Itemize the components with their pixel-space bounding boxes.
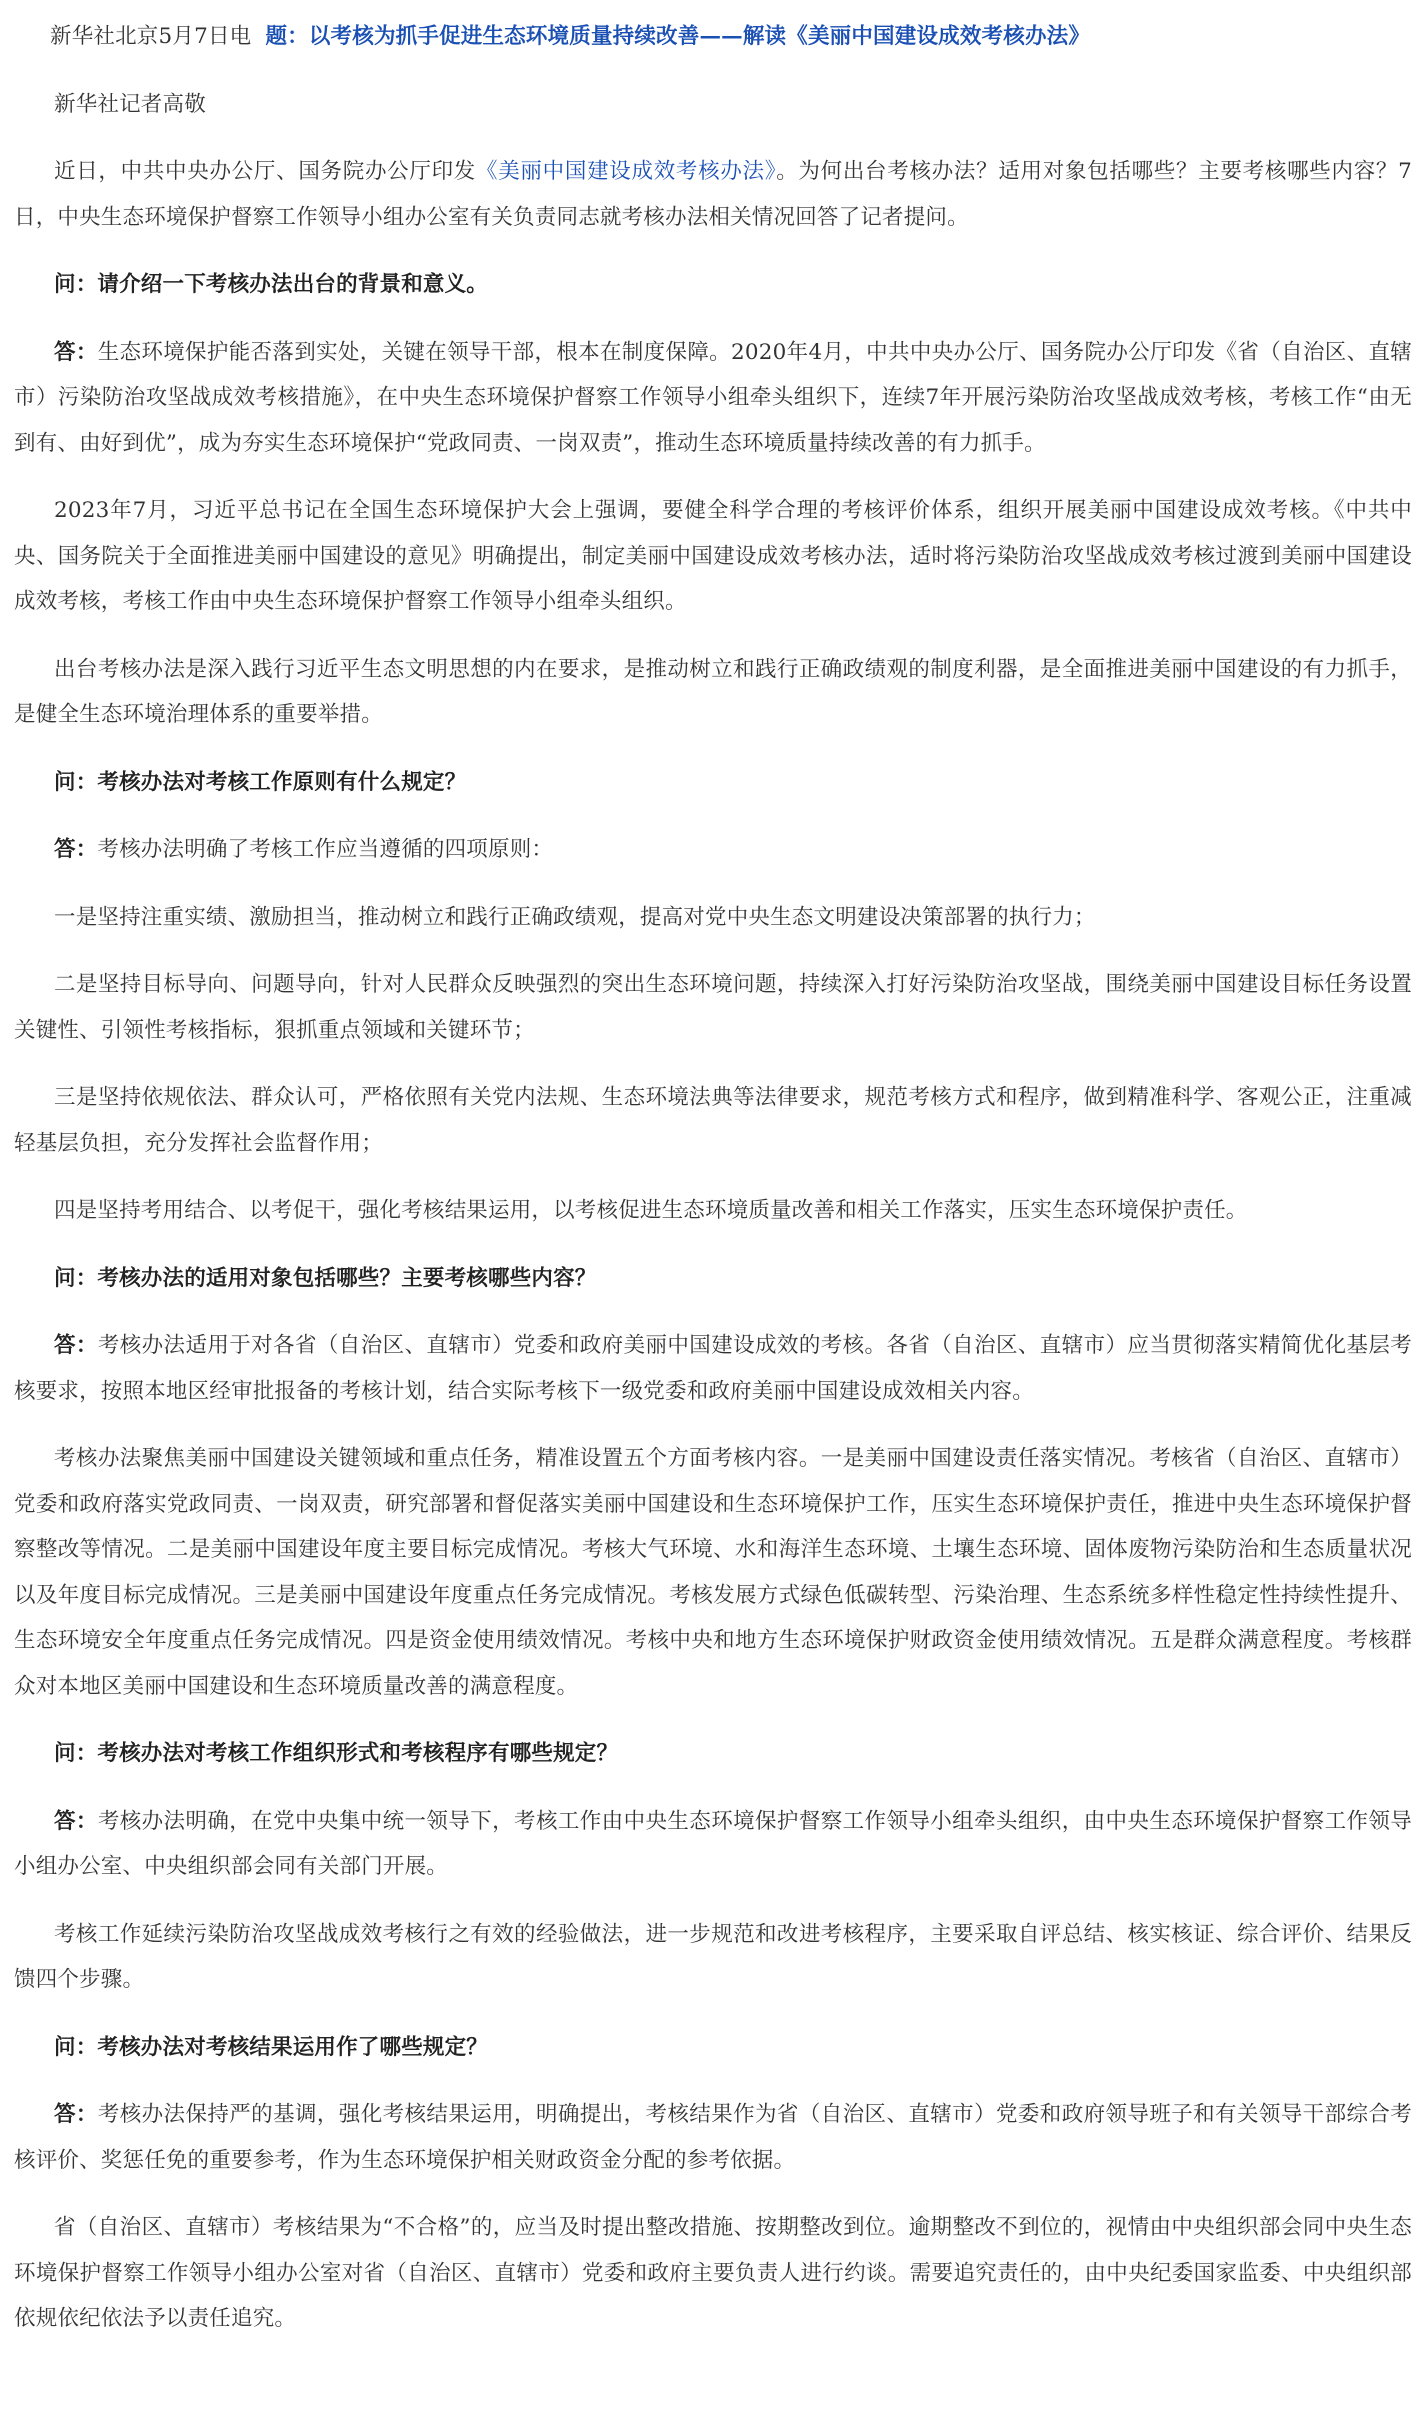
- answer-2-paragraph-1: [14, 827, 1412, 873]
- article-title: 以考核为抓手促进生态环境质量持续改善——解读: [308, 24, 787, 49]
- answer-text: 考核办法适用于对各省（自治区、直辖市）党委和政府美丽中国建设成效的考核。各省（自治区、直辖市）应当贯彻落实精简优化基层考核要求，按照本地区经审批报备的考核计划，结合实际考核下一级党委和政府美丽中国建设成效相关内容。: [14, 1333, 1413, 1404]
- byline: 新华社记者高敬: [54, 91, 206, 117]
- answer-label: 答：: [54, 1808, 98, 1834]
- question-1: 问：请介绍一下考核办法出台的背景和意义。: [54, 272, 489, 297]
- principle-1: 一是坚持注重实绩、激励担当，推动树立和践行正确政绩观，提高对党中央生态文明建设决策部署的执行力；: [54, 904, 1096, 930]
- answer-text: 生态环境保护能否落到实处，关键在领导干部，根本在制度保障。2020年4月，中共中央办公厅、国务院办公厅印发《省（自治区、直辖市）污染防治攻坚战成效考核措施》，在中央生态环境保护督察工作领导小组牵头组织下，连续7年开展污染防治攻坚战成效考核，考核工作“由无到有、由好到优”，成为夯实生态环境保护“党政同责、一岗双责”，推动生态环境质量持续改善的有力抓手。: [14, 339, 1412, 456]
- answer-5-paragraph-2: 省（自治区、直辖市）考核结果为“不合格”的，应当及时提出整改措施、按期整改到位。逾期整改不到位的，视情由中央组织部会同中央生态环境保护督察工作领导小组办公室对省（自治区、直辖市）党委和政府主要负责人进行约谈。需要追究责任的，由中央纪委国家监委、中央组织部依规依纪依法予以责任追究。: [14, 2215, 1412, 2331]
- answer-1-paragraph-3: 出台考核办法是深入践行习近平生态文明思想的内在要求，是推动树立和践行正确政绩观的制度利器，是全面推进美丽中国建设的有力抓手，是健全生态环境治理体系的重要举措。: [14, 656, 1412, 727]
- article-title-doc-link[interactable]: 《美丽中国建设成效考核办法》: [786, 24, 1091, 49]
- intro-paragraph: [14, 149, 1412, 240]
- principle-2: 二是坚持目标导向、问题导向，针对人民群众反映强烈的突出生态环境问题，持续深入打好污染防治攻坚战，围绕美丽中国建设目标任务设置关键性、引领性考核指标，狠抓重点领域和关键环节；: [14, 972, 1412, 1043]
- intro-text-1: 近日，中共中央办公厅、国务院办公厅印发: [54, 159, 477, 184]
- question-2: 问：考核办法对考核工作原则有什么规定？: [54, 769, 467, 795]
- intro-doc-link[interactable]: 《美丽中国建设成效考核办法》: [476, 159, 777, 184]
- answer-3-paragraph-1: [14, 1323, 1412, 1414]
- answer-label: 答：: [54, 837, 98, 862]
- dateline-paragraph: [14, 14, 1412, 60]
- answer-label: 答：: [54, 1333, 98, 1358]
- answer-label: 答：: [54, 2102, 98, 2127]
- answer-4-paragraph-1: [14, 1799, 1412, 1890]
- question-4: 问：考核办法对考核工作组织形式和考核程序有哪些规定？: [54, 1741, 619, 1766]
- answer-label: 答：: [54, 339, 98, 365]
- answer-4-paragraph-2: 考核工作延续污染防治攻坚战成效考核行之有效的经验做法，进一步规范和改进考核程序，主要采取自评总结、核实核证、综合评价、结果反馈四个步骤。: [14, 1921, 1412, 1992]
- answer-text: 考核办法明确，在党中央集中统一领导下，考核工作由中央生态环境保护督察工作领导小组牵头组织，由中央生态环境保护督察工作领导小组办公室、中央组织部会同有关部门开展。: [14, 1808, 1413, 1879]
- principle-4: 四是坚持考用结合、以考促干，强化考核结果运用，以考核促进生态环境质量改善和相关工作落实，压实生态环境保护责任。: [54, 1198, 1248, 1223]
- intro-text-2: 。为何出台考核办法？适用对象包括哪些？主要考核哪些内容？7日，中央生态环境保护督察工作领导小组办公室有关负责同志就考核办法相关情况回答了记者提问。: [14, 159, 1412, 230]
- answer-5-paragraph-1: [14, 2092, 1412, 2183]
- answer-text: 考核办法保持严的基调，强化考核结果运用，明确提出，考核结果作为省（自治区、直辖市）党委和政府领导班子和有关领导干部综合考核评价、奖惩任免的重要参考，作为生态环境保护相关财政资金分配的参考依据。: [14, 2102, 1413, 2173]
- dateline-source: 新华社北京5月7日电: [50, 24, 252, 49]
- principle-3: 三是坚持依规依法、群众认可，严格依照有关党内法规、生态环境法典等法律要求，规范考核方式和程序，做到精准科学、客观公正，注重减轻基层负担，充分发挥社会监督作用；: [14, 1085, 1412, 1156]
- answer-1-paragraph-2: 2023年7月，习近平总书记在全国生态环境保护大会上强调，要健全科学合理的考核评价体系，组织开展美丽中国建设成效考核。《中共中央、国务院关于全面推进美丽中国建设的意见》明确提出，制定美丽中国建设成效考核办法，适时将污染防治攻坚战成效考核过渡到美丽中国建设成效考核，考核工作由中央生态环境保护督察工作领导小组牵头组织。: [14, 498, 1412, 614]
- question-3: 问：考核办法的适用对象包括哪些？主要考核哪些内容？: [54, 1265, 597, 1291]
- answer-3-paragraph-2: 考核办法聚焦美丽中国建设关键领域和重点任务，精准设置五个方面考核内容。一是美丽中国建设责任落实情况。考核省（自治区、直辖市）党委和政府落实党政同责、一岗双责，研究部署和督促落实美丽中国建设和生态环境保护工作，压实生态环境保护责任，推进中央生态环境保护督察整改等情况。二是美丽中国建设年度主要目标完成情况。考核大气环境、水和海洋生态环境、土壤生态环境、固体废物污染防治和生态质量状况以及年度目标完成情况。三是美丽中国建设年度重点任务完成情况。考核发展方式绿色低碳转型、污染治理、生态系统多样性稳定性持续性提升、生态环境安全年度重点任务完成情况。四是资金使用绩效情况。考核中央和地方生态环境保护财政资金使用绩效情况。五是群众满意程度。考核群众对本地区美丽中国建设和生态环境质量改善的满意程度。: [14, 1446, 1412, 1699]
- article-title-prefix: 题：: [265, 24, 309, 49]
- answer-1-paragraph-1: [14, 330, 1412, 467]
- question-5: 问：考核办法对考核结果运用作了哪些规定？: [54, 2034, 489, 2060]
- answer-text: 考核办法明确了考核工作应当遵循的四项原则：: [97, 837, 554, 862]
